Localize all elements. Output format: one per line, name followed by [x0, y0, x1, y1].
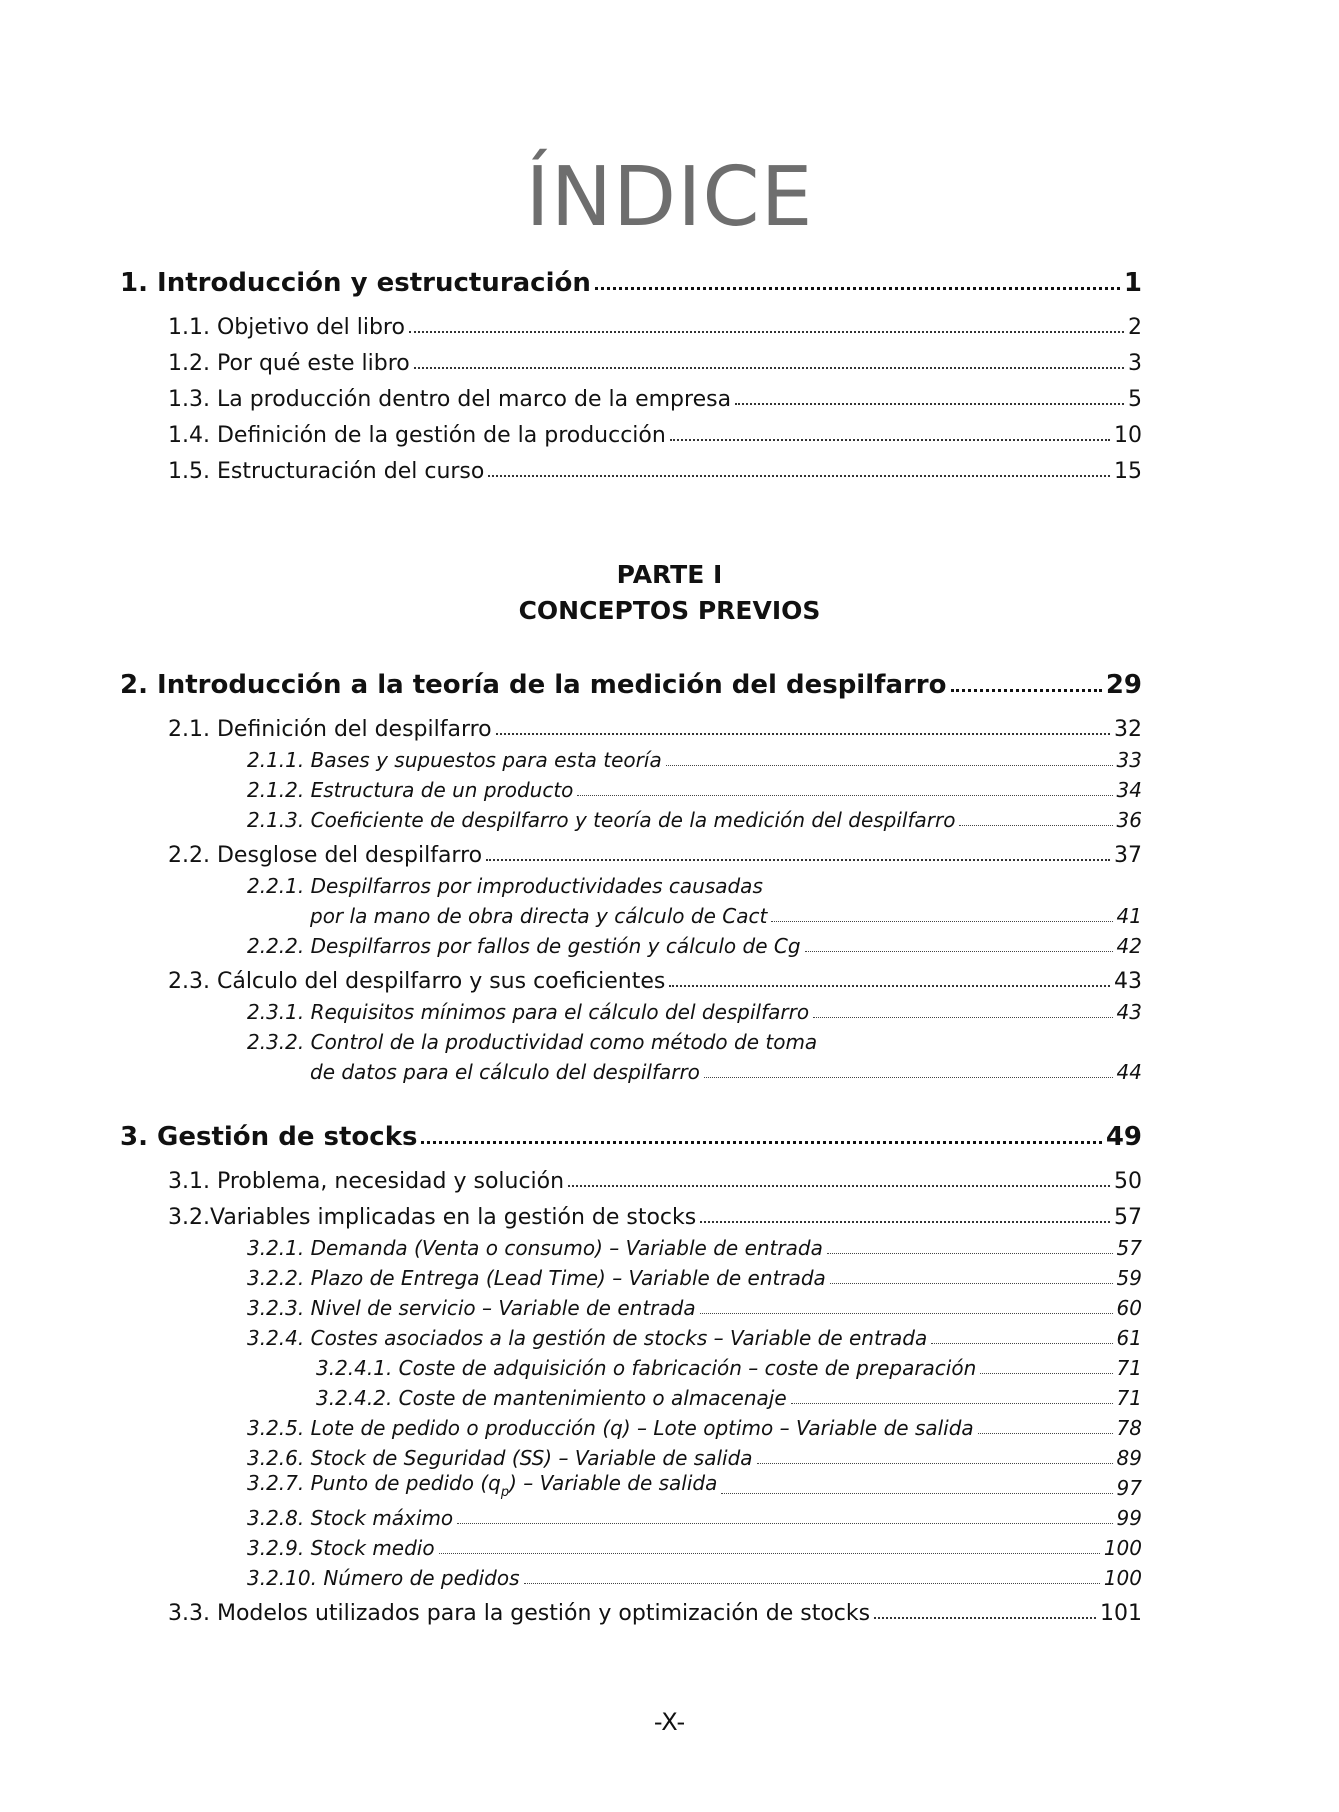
toc-entry-1-1[interactable]: [120, 308, 1142, 340]
toc-entry-label: 3.2.10. Número de pedidos: [247, 1566, 520, 1590]
toc-entry-3-2-6[interactable]: [120, 1440, 1142, 1470]
toc-page-number: 32: [1114, 717, 1142, 742]
toc-entry-label: 3. Gestión de stocks: [120, 1122, 418, 1152]
subscript: p: [500, 1485, 510, 1500]
toc-entry-label: [247, 1471, 717, 1500]
toc-page-number: 43: [1114, 969, 1142, 994]
toc-entry-2-2-1-line-1[interactable]: [120, 868, 1142, 898]
leader-dots: [414, 367, 1124, 369]
toc-entry-label: 2.2.2. Despilfarros por fallos de gestión y cálculo de Cg: [247, 934, 801, 958]
toc-page-number: 43: [1116, 1000, 1142, 1024]
toc-entry-3-2-1[interactable]: [120, 1230, 1142, 1260]
leader-dots: [666, 765, 1113, 766]
leader-dots: [931, 1343, 1112, 1344]
toc-entry-label: 2.2. Desglose del despilfarro: [168, 843, 483, 868]
leader-dots: [830, 1283, 1113, 1284]
leader-dots: [595, 287, 1120, 290]
toc-entry-1-4[interactable]: [120, 416, 1142, 448]
leader-dots: [421, 1141, 1101, 1144]
toc-entry-3-2-10[interactable]: [120, 1560, 1142, 1590]
leader-dots: [959, 825, 1112, 826]
toc-page-number: 57: [1114, 1205, 1142, 1230]
toc-entry-label: de datos para el cálculo del despilfarro: [310, 1060, 700, 1084]
toc-page-number: 44: [1116, 1060, 1142, 1084]
toc-entry-3-2-3[interactable]: [120, 1290, 1142, 1320]
toc-page-number: 33: [1116, 748, 1142, 772]
leader-dots: [721, 1493, 1112, 1494]
toc-entry-2-3-2-line-2[interactable]: [120, 1054, 1142, 1084]
toc-entry-2-3[interactable]: [120, 962, 1142, 994]
toc-entry-label: 3.2.4.2. Coste de mantenimiento o almacenaje: [316, 1386, 787, 1410]
leader-dots: [757, 1463, 1113, 1464]
leader-dots: [805, 951, 1113, 952]
leader-dots: [813, 1017, 1112, 1018]
toc-entry-label: 2.1.2. Estructura de un producto: [247, 778, 574, 802]
toc-page-number: 37: [1114, 843, 1142, 868]
label-text: 3.2.7. Punto de pedido (q: [247, 1471, 501, 1495]
toc-entry-3-2[interactable]: [120, 1198, 1142, 1230]
leader-dots: [524, 1583, 1100, 1584]
toc-page-number: 34: [1116, 778, 1142, 802]
leader-dots: [700, 1221, 1110, 1223]
leader-dots: [791, 1403, 1113, 1404]
toc-entry-2-2-2[interactable]: [120, 928, 1142, 958]
leader-dots: [669, 985, 1110, 987]
toc-entry-3-2-8[interactable]: [120, 1500, 1142, 1530]
toc-page-number: 3: [1128, 351, 1142, 376]
toc-entry-label: 2.2.1. Despilfarros por improductividades causadas: [247, 874, 763, 898]
toc-page-number: 71: [1116, 1356, 1142, 1380]
toc-entry-1-3[interactable]: [120, 380, 1142, 412]
toc-section-3: [120, 1116, 1142, 1626]
toc-page-number: 15: [1114, 459, 1142, 484]
toc-page-number: 41: [1116, 904, 1142, 928]
toc-chapter-3[interactable]: [120, 1116, 1142, 1152]
toc-entry-label: 2.3. Cálculo del despilfarro y sus coeficientes: [168, 969, 666, 994]
leader-dots: [978, 1433, 1113, 1434]
leader-dots: [704, 1077, 1113, 1078]
toc-entry-2-1[interactable]: [120, 710, 1142, 742]
leader-dots: [951, 689, 1102, 692]
leader-dots: [670, 439, 1110, 441]
part-heading-title: CONCEPTOS PREVIOS: [518, 596, 821, 625]
toc-entry-2-1-3[interactable]: [120, 802, 1142, 832]
leader-dots: [488, 475, 1110, 477]
toc-entry-label: 3.2.2. Plazo de Entrega (Lead Time) – Variable de entrada: [247, 1266, 826, 1290]
toc-entry-label: 2.3.2. Control de la productividad como método de toma: [247, 1030, 818, 1054]
leader-dots: [735, 403, 1124, 405]
toc-page-number: 29: [1105, 670, 1142, 700]
toc-entry-label: 2.1. Definición del despilfarro: [168, 717, 492, 742]
toc-section-2: [120, 664, 1142, 1084]
toc-entry-label: 1.3. La producción dentro del marco de la empresa: [168, 387, 732, 412]
toc-entry-label: 3.1. Problema, necesidad y solución: [168, 1169, 565, 1194]
toc-entry-3-1[interactable]: [120, 1162, 1142, 1194]
toc-page-number: 100: [1103, 1536, 1142, 1560]
toc-entry-2-2-1-line-2[interactable]: [120, 898, 1142, 928]
toc-entry-label: 2.1.1. Bases y supuestos para esta teoría: [247, 748, 662, 772]
leader-dots: [457, 1523, 1112, 1524]
toc-page-number: 59: [1116, 1266, 1142, 1290]
leader-dots: [577, 795, 1112, 796]
leader-dots: [700, 1313, 1113, 1314]
leader-dots: [496, 733, 1110, 735]
toc-page-number: 97: [1116, 1476, 1142, 1500]
leader-dots: [827, 1253, 1113, 1254]
leader-dots: [874, 1617, 1096, 1619]
toc-entry-label: 3.3. Modelos utilizados para la gestión y optimización de stocks: [168, 1601, 871, 1626]
toc-entry-1-5[interactable]: [120, 452, 1142, 484]
toc-entry-3-2-7[interactable]: [120, 1470, 1142, 1500]
toc-page-number: 60: [1116, 1296, 1142, 1320]
page-folio: -X-: [653, 1708, 686, 1736]
label-text: ) – Variable de salida: [509, 1471, 718, 1495]
toc-entry-label: 1. Introducción y estructuración: [120, 268, 591, 298]
toc-chapter-1[interactable]: [120, 262, 1142, 298]
part-heading-number: PARTE I: [616, 560, 723, 589]
leader-dots: [439, 1553, 1100, 1554]
leader-dots: [980, 1373, 1112, 1374]
toc-entry-label: 3.2.8. Stock máximo: [247, 1506, 454, 1530]
toc-page-number: 1: [1123, 268, 1142, 298]
toc-entry-2-3-2-line-1[interactable]: [120, 1024, 1142, 1054]
toc-page-number: 2: [1128, 315, 1142, 340]
toc-entry-2-1-1[interactable]: [120, 742, 1142, 772]
toc-page-number: 101: [1100, 1601, 1142, 1626]
toc-page-number: 50: [1114, 1169, 1142, 1194]
toc-entry-label: 3.2.6. Stock de Seguridad (SS) – Variable de salida: [247, 1446, 753, 1470]
toc-entry-3-2-4[interactable]: [120, 1320, 1142, 1350]
toc-entry-label: 3.2.1. Demanda (Venta o consumo) – Variable de entrada: [247, 1236, 823, 1260]
leader-dots: [409, 331, 1124, 333]
toc-entry-label: 3.2.3. Nivel de servicio – Variable de entrada: [247, 1296, 696, 1320]
toc-chapter-2[interactable]: [120, 664, 1142, 700]
toc-page-number: 5: [1128, 387, 1142, 412]
toc-entry-label: 1.5. Estructuración del curso: [168, 459, 485, 484]
leader-dots: [486, 859, 1110, 861]
toc-entry-3-2-4-2[interactable]: [120, 1380, 1142, 1410]
toc-page-number: 57: [1116, 1236, 1142, 1260]
toc-page-number: 61: [1116, 1326, 1142, 1350]
toc-page-number: 89: [1116, 1446, 1142, 1470]
toc-page-number: 78: [1116, 1416, 1142, 1440]
toc-entry-1-2[interactable]: [120, 344, 1142, 376]
toc-page-number: 100: [1103, 1566, 1142, 1590]
toc-entry-label: 3.2.Variables implicadas en la gestión de stocks: [168, 1205, 697, 1230]
toc-entry-label: 1.2. Por qué este libro: [168, 351, 410, 376]
toc-entry-label: 2.3.1. Requisitos mínimos para el cálculo del despilfarro: [247, 1000, 810, 1024]
toc-page-number: 49: [1105, 1122, 1142, 1152]
toc-entry-3-2-4-1[interactable]: [120, 1350, 1142, 1380]
toc-entry-2-2[interactable]: [120, 836, 1142, 868]
page-title: ÍNDICE: [525, 150, 814, 245]
leader-dots: [771, 921, 1112, 922]
toc-page-number: 10: [1114, 423, 1142, 448]
toc-page-number: 36: [1116, 808, 1142, 832]
leader-dots: [568, 1185, 1110, 1187]
toc-section-1: [120, 262, 1142, 484]
toc-entry-label: 3.2.9. Stock medio: [247, 1536, 435, 1560]
toc-entry-label: 3.2.4. Costes asociados a la gestión de stocks – Variable de entrada: [247, 1326, 928, 1350]
toc-page-number: 99: [1116, 1506, 1142, 1530]
toc-entry-label: 1.1. Objetivo del libro: [168, 315, 405, 340]
toc-entry-label: 3.2.4.1. Coste de adquisición o fabricación – coste de preparación: [316, 1356, 977, 1380]
toc-entry-3-3[interactable]: [120, 1594, 1142, 1626]
toc-entry-label: 2. Introducción a la teoría de la medición del despilfarro: [120, 670, 947, 700]
toc-entry-3-2-5[interactable]: [120, 1410, 1142, 1440]
toc-entry-2-3-1[interactable]: [120, 994, 1142, 1024]
toc-page-number: 71: [1116, 1386, 1142, 1410]
toc-page-number: 42: [1116, 934, 1142, 958]
toc-entry-3-2-9[interactable]: [120, 1530, 1142, 1560]
toc-entry-label: por la mano de obra directa y cálculo de Cact: [310, 904, 768, 928]
toc-entry-label: 3.2.5. Lote de pedido o producción (q) – Lote optimo – Variable de salida: [247, 1416, 974, 1440]
toc-entry-label: 1.4. Definición de la gestión de la producción: [168, 423, 666, 448]
toc-entry-3-2-2[interactable]: [120, 1260, 1142, 1290]
toc-entry-label: 2.1.3. Coeficiente de despilfarro y teoría de la medición del despilfarro: [247, 808, 956, 832]
toc-entry-2-1-2[interactable]: [120, 772, 1142, 802]
